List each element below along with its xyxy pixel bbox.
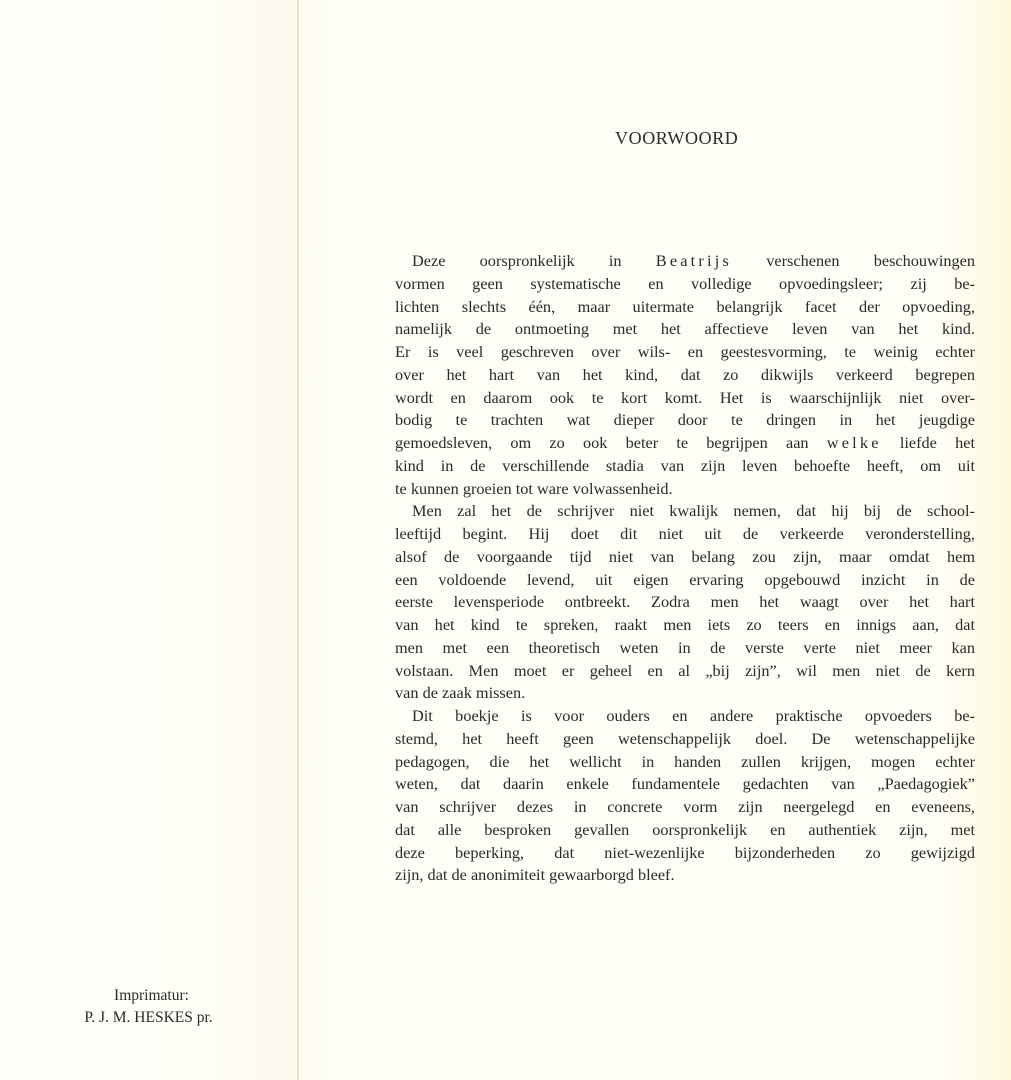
text-line: deze beperking, dat niet-wezenlijke bijzonderheden zo gewijzigd: [395, 842, 975, 862]
text-line: bodig te trachten wat dieper door te dringen in het jeugdige: [395, 410, 975, 430]
text-line: [395, 250, 975, 273]
text-line: van de zaak missen.: [395, 683, 526, 703]
imprimatur-label: Imprimatur:: [114, 987, 189, 1004]
text-run: gemoedsleven, om zo ook beter te begrijpen aan: [395, 433, 827, 452]
paragraph: [395, 500, 975, 705]
text-line: te kunnen groeien tot ware volwassenheid.: [395, 478, 673, 498]
text-line: men met een theoretisch weten in de verste verte niet meer kan: [395, 637, 975, 657]
text-line: kind in de verschillende stadia van zijn leven behoefte heeft, om uit: [395, 455, 975, 475]
text-line: vormen geen systematische en volledige opvoedingsleer; zij be-: [395, 273, 975, 293]
text-line: volstaan. Men moet er geheel en al „bij zijn”, wil men niet de kern: [395, 660, 975, 680]
text-line: Men zal het de schrijver niet kwalijk nemen, dat hij bij de school-: [412, 501, 975, 521]
text-line: lichten slechts één, maar uitermate belangrijk facet der opvoeding,: [395, 296, 975, 316]
text-line: alsof de voorgaande tijd niet van belang zou zijn, maar omdat hem: [395, 546, 975, 566]
foreword-body: [395, 250, 975, 887]
text-line: namelijk de ontmoeting met het affectieve leven van het kind.: [395, 319, 975, 339]
text-line: van het kind te spreken, raakt men iets zo teers en innigs aan, dat: [395, 615, 975, 634]
text-line: Er is veel geschreven over wils- en geestesvorming, te weinig echter: [395, 342, 975, 361]
text-line: zijn, dat de anonimiteit gewaarborgd bleef.: [395, 865, 675, 885]
left-page: [0, 0, 297, 1080]
text-line: wordt en daarom ook te kort komt. Het is waarschijnlijk niet over-: [395, 387, 975, 407]
text-line: dat alle besproken gevallen oorspronkelijk en authentiek zijn, met: [395, 819, 975, 839]
text-line: stemd, het heeft geen wetenschappelijk doel. De wetenschappelijke: [395, 728, 975, 748]
text-line: weten, dat daarin enkele fundamentele gedachten van „Paedagogiek”: [395, 774, 975, 794]
text-line: over het hart van het kind, dat zo dikwijls verkeerd begrepen: [395, 364, 975, 384]
text-line: van schrijver dezes in concrete vorm zijn neergelegd en eveneens,: [395, 797, 975, 816]
imprimatur-name: P. J. M. HESKES pr.: [84, 1009, 213, 1026]
spaced-title: Beatrijs: [655, 251, 733, 270]
text-line: leeftijd begint. Hij doet dit niet uit de verkeerde veronderstelling,: [395, 524, 975, 543]
imprimatur: [0, 985, 297, 1029]
spaced-emphasis: welke: [826, 433, 882, 452]
text-line: een voldoende levend, uit eigen ervaring opgebouwd inzicht in de: [395, 569, 975, 589]
text-run: liefde het: [881, 433, 975, 452]
text-run: Deze oorspronkelijk in: [412, 251, 656, 270]
paragraph: [395, 250, 975, 500]
text-run: verschenen beschouwingen: [732, 251, 975, 270]
text-line: Dit boekje is voor ouders en andere praktische opvoeders be-: [412, 706, 975, 725]
text-line: eerste levensperiode ontbreekt. Zodra men het waagt over het hart: [395, 592, 975, 612]
page-heading: VOORWOORD: [615, 128, 739, 148]
text-line: [395, 432, 975, 455]
paragraph: [395, 705, 975, 887]
text-line: pedagogen, die het wellicht in handen zullen krijgen, mogen echter: [395, 751, 975, 771]
